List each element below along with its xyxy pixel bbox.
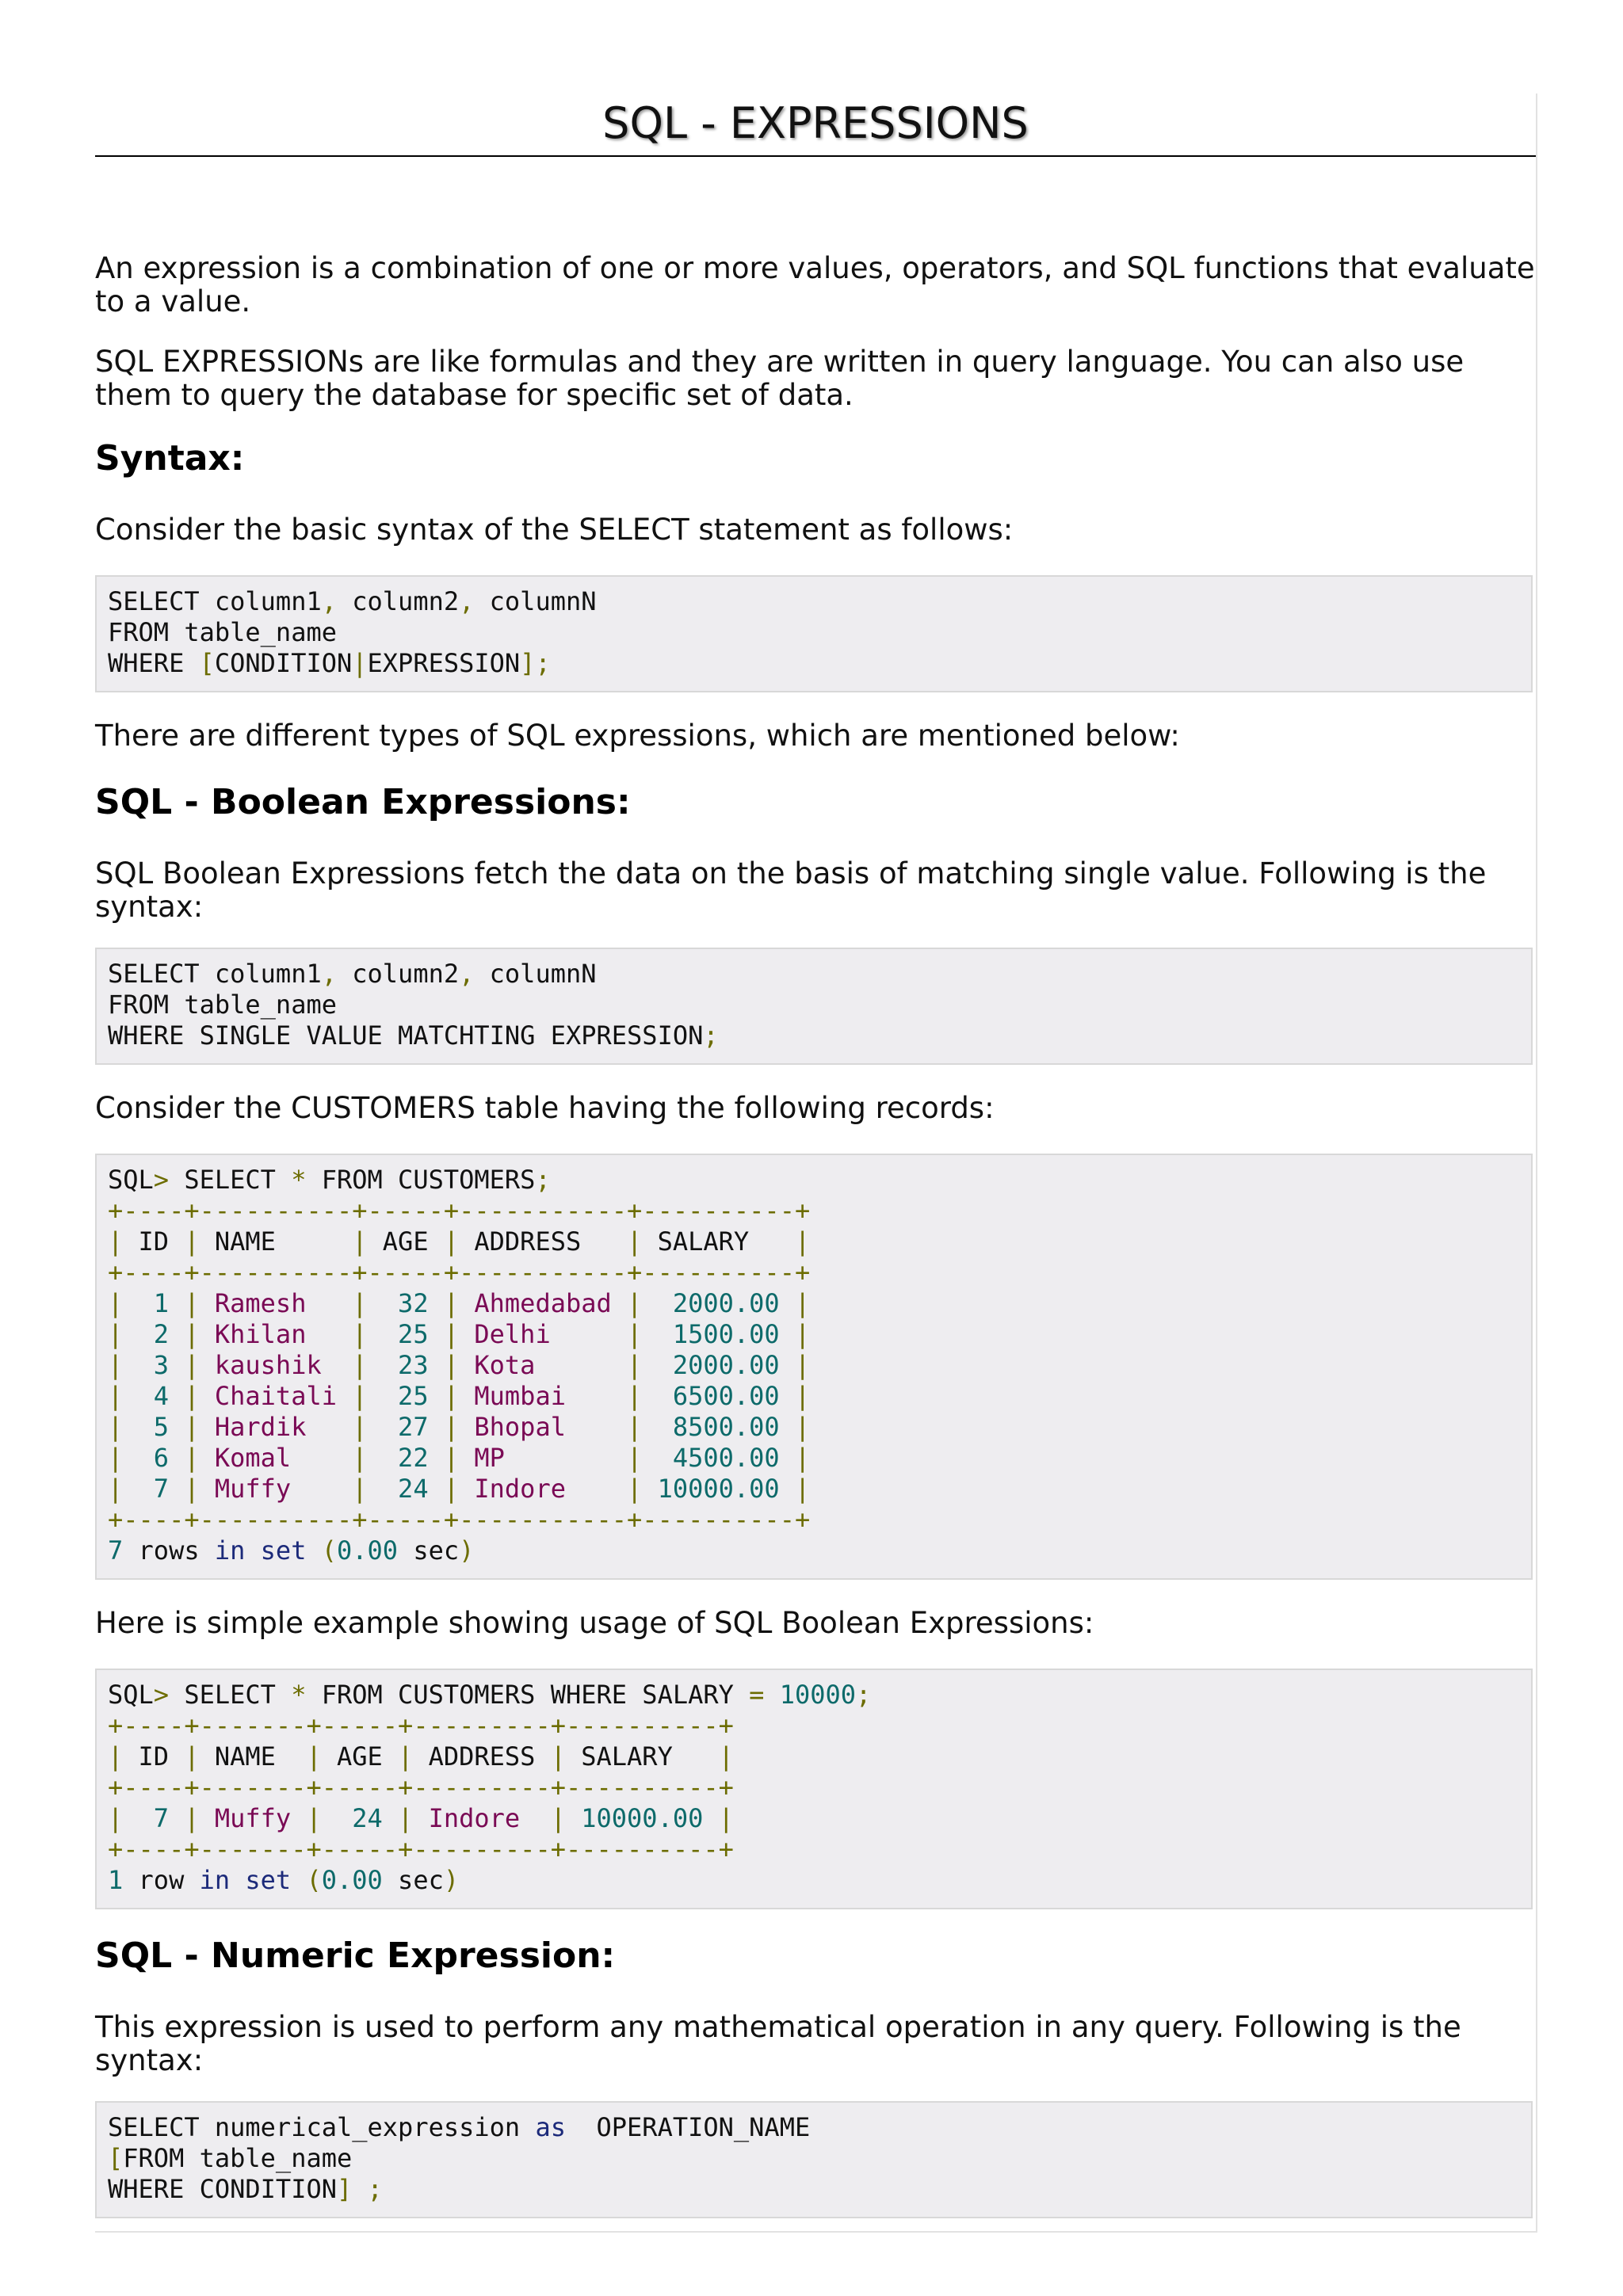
boolean-example-code [95,1669,1533,1909]
table-border: +----+-------+-----+---------+----------+ [108,1711,734,1741]
code-line: WHERE [CONDITION|EXPRESSION]; [108,648,551,678]
intro-paragraph-1: An expression is a combination of one or more values, operators, and SQL functions that evaluate to a value. [95,251,1535,318]
table-row: | 5 | Hardik | 27 | Bhopal | 8500.00 | [108,1412,811,1442]
table-row: | 1 | Ramesh | 32 | Ahmedabad | 2000.00 | [108,1288,811,1318]
table-row: | 2 | Khilan | 25 | Delhi | 1500.00 | [108,1319,811,1349]
table-border: +----+----------+-----+-----------+----------+ [108,1505,811,1535]
table-border: +----+----------+-----+-----------+----------+ [108,1196,811,1226]
numeric-heading: SQL - Numeric Expression: [95,1936,616,1976]
syntax-heading: Syntax: [95,438,245,479]
numeric-intro: This expression is used to perform any mathematical operation in any query. Following is the syntax: [95,2010,1461,2077]
page-title: SQL - EXPRESSIONS [602,98,1029,148]
syntax-intro: Consider the basic syntax of the SELECT statement as follows: [95,513,1014,547]
code-line: [FROM table_name [108,2143,353,2173]
code-line: FROM table_name [108,617,337,647]
table-row: | 6 | Komal | 22 | MP | 4500.00 | [108,1443,811,1473]
code-line: SELECT column1, column2, columnN [108,586,597,616]
code-line: SELECT column1, column2, columnN [108,959,597,989]
result-footer: 7 rows in set (0.00 sec) [108,1535,475,1566]
customers-intro: Consider the CUSTOMERS table having the following records: [95,1091,995,1125]
table-header-row: | ID | NAME | AGE | ADDRESS | SALARY | [108,1741,734,1772]
table-row: | 3 | kaushik | 23 | Kota | 2000.00 | [108,1350,811,1380]
boolean-syntax-code [95,948,1533,1065]
code-line: FROM table_name [108,990,337,1020]
table-row: | 4 | Chaitali | 25 | Mumbai | 6500.00 | [108,1381,811,1411]
customers-table-code [95,1154,1533,1580]
table-border: +----+-------+-----+---------+----------+ [108,1834,734,1864]
code-line: WHERE CONDITION] ; [108,2174,383,2204]
code-line: SQL> SELECT * FROM CUSTOMERS; [108,1165,551,1195]
table-row: | 7 | Muffy | 24 | Indore | 10000.00 | [108,1803,734,1833]
table-border: +----+-------+-----+---------+----------+ [108,1772,734,1802]
boolean-example-intro: Here is simple example showing usage of SQL Boolean Expressions: [95,1606,1094,1640]
result-footer: 1 row in set (0.00 sec) [108,1865,460,1895]
title-divider [95,155,1536,157]
code-line: SELECT numerical_expression as OPERATION_NAME [108,2112,811,2142]
boolean-intro: SQL Boolean Expressions fetch the data on the basis of matching single value. Following is the syntax: [95,856,1487,924]
intro-paragraph-2: SQL EXPRESSIONs are like formulas and they are written in query language. You can also use them to query the database for specific set of data. [95,345,1465,412]
code-line: WHERE SINGLE VALUE MATCHTING EXPRESSION; [108,1020,719,1051]
code-line: SQL> SELECT * FROM CUSTOMERS WHERE SALARY = 10000; [108,1680,872,1710]
boolean-heading: SQL - Boolean Expressions: [95,782,631,822]
types-intro: There are different types of SQL expressions, which are mentioned below: [95,719,1180,753]
document-content [95,93,1537,2233]
table-row: | 7 | Muffy | 24 | Indore | 10000.00 | [108,1474,811,1504]
numeric-syntax-code [95,2101,1533,2218]
table-border: +----+----------+-----+-----------+----------+ [108,1257,811,1287]
table-header-row: | ID | NAME | AGE | ADDRESS | SALARY | [108,1226,811,1257]
select-syntax-code [95,575,1533,692]
